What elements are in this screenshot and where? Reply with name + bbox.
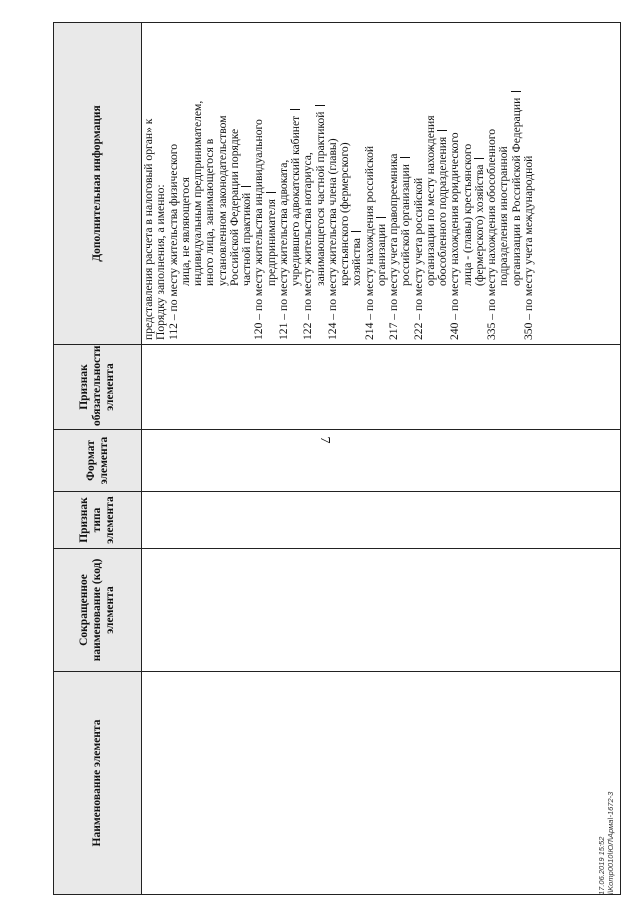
info-code-continuation: организации по месту нахождения — [423, 115, 437, 286]
cell-short-name — [142, 549, 621, 672]
info-code-continuation: обособленного подразделения — [437, 26, 449, 340]
info-code-continuation: предпринимателя — [266, 26, 278, 340]
info-code-entry — [364, 26, 389, 340]
info-code-list — [168, 26, 536, 340]
cell-element-name — [142, 672, 621, 895]
rotated-table-wrapper — [53, 23, 621, 895]
info-code-head: 112 – по месту жительства физического — [166, 143, 180, 340]
info-code-head: 217 – по месту учета правопреемника — [387, 153, 400, 340]
info-code-continuation: организации — [376, 26, 388, 340]
info-code-head: 120 – по месту жительства индивидуального — [252, 119, 266, 340]
info-code-head: 350 – по месту учета международной — [521, 155, 535, 340]
info-code-continuation: лица, не являющегося — [178, 177, 192, 286]
info-code-continuation: индивидуальным предпринимателем, — [191, 100, 204, 286]
info-code-continuation: установленном законодательством — [215, 115, 229, 286]
revision-mark — [400, 157, 410, 158]
footer-path: \\Komp0010\ЮЛ\Арма\-1672-3 — [606, 791, 615, 895]
table-row — [142, 23, 621, 895]
revision-mark — [241, 186, 251, 187]
info-code-head: 122 – по месту жительства нотариуса, — [301, 152, 315, 340]
info-code-continuation: (фермерского) хозяйства — [474, 26, 486, 340]
info-code-head: 121 – по месту жительства адвоката, — [276, 159, 290, 340]
info-code-entry — [486, 26, 523, 340]
revision-mark — [266, 192, 276, 193]
cell-required-flag — [142, 345, 621, 430]
header-short-name: Сокращенное наименование (код) элемента — [54, 549, 142, 672]
info-intro-line: Порядку заполнения, а именно: — [154, 184, 168, 340]
info-code-entry — [413, 26, 450, 340]
header-element-name: Наименование элемента — [54, 672, 142, 895]
info-code-continuation: занимающегося частной практикой — [315, 26, 327, 340]
info-code-entry — [388, 26, 413, 340]
info-code-continuation: Российской Федерации порядке — [227, 128, 241, 286]
header-element-format: Формат элемента — [54, 430, 142, 492]
info-code-continuation: подразделения иностранной — [497, 146, 511, 286]
revision-mark — [315, 105, 325, 106]
revision-mark — [474, 158, 484, 159]
header-element-type: Признак типа элемента — [54, 492, 142, 549]
info-code-continuation: лица - (главы) крестьянского — [460, 143, 474, 286]
cell-element-type — [142, 492, 621, 549]
document-footer — [597, 725, 615, 895]
footer-timestamp: 17.06.2019 15:52 — [597, 836, 606, 895]
info-code-continuation: иного лица, занимающегося в — [203, 138, 217, 286]
revision-mark — [290, 109, 300, 110]
cell-additional-info — [142, 23, 621, 345]
info-code-head: 124 – по месту жительства члена (главы) — [325, 138, 339, 340]
elements-table — [53, 22, 621, 895]
page-number: 7 — [317, 436, 332, 444]
info-code-continuation: частной практикой — [241, 26, 253, 340]
info-code-head: 222 – по месту учета российской — [411, 177, 425, 340]
info-code-entry — [278, 26, 303, 340]
info-code-head: 214 – по месту нахождения российской — [362, 145, 376, 340]
info-code-continuation: хозяйства — [351, 26, 363, 340]
info-code-continuation: крестьянского (фермерского) — [338, 142, 351, 286]
revision-mark — [511, 91, 521, 92]
additional-info-text — [142, 23, 535, 344]
info-code-head: 240 – по месту нахождения юридического — [448, 132, 462, 340]
header-required-flag: Признак обязательности элемента — [54, 345, 142, 430]
revision-mark — [376, 217, 386, 218]
revision-mark — [351, 231, 361, 232]
info-code-entry — [168, 26, 254, 340]
table-header-row — [54, 23, 142, 895]
info-code-entry — [327, 26, 364, 340]
header-additional-info: Дополнительная информация — [54, 23, 142, 345]
revision-mark — [437, 130, 447, 131]
info-code-head: 335 – по месту нахождения обособленного — [485, 128, 498, 340]
cell-element-format — [142, 430, 621, 492]
info-code-entry — [523, 26, 535, 340]
info-code-continuation: организации в Российской Федерации — [511, 26, 523, 340]
info-code-entry — [253, 26, 278, 340]
info-code-continuation: учредившего адвокатский кабинет — [290, 26, 302, 340]
info-code-entry — [302, 26, 327, 340]
info-intro-line: представления расчета в налоговый орган» к — [142, 118, 155, 340]
info-code-entry — [449, 26, 486, 340]
info-code-continuation: российской организации — [400, 26, 412, 340]
